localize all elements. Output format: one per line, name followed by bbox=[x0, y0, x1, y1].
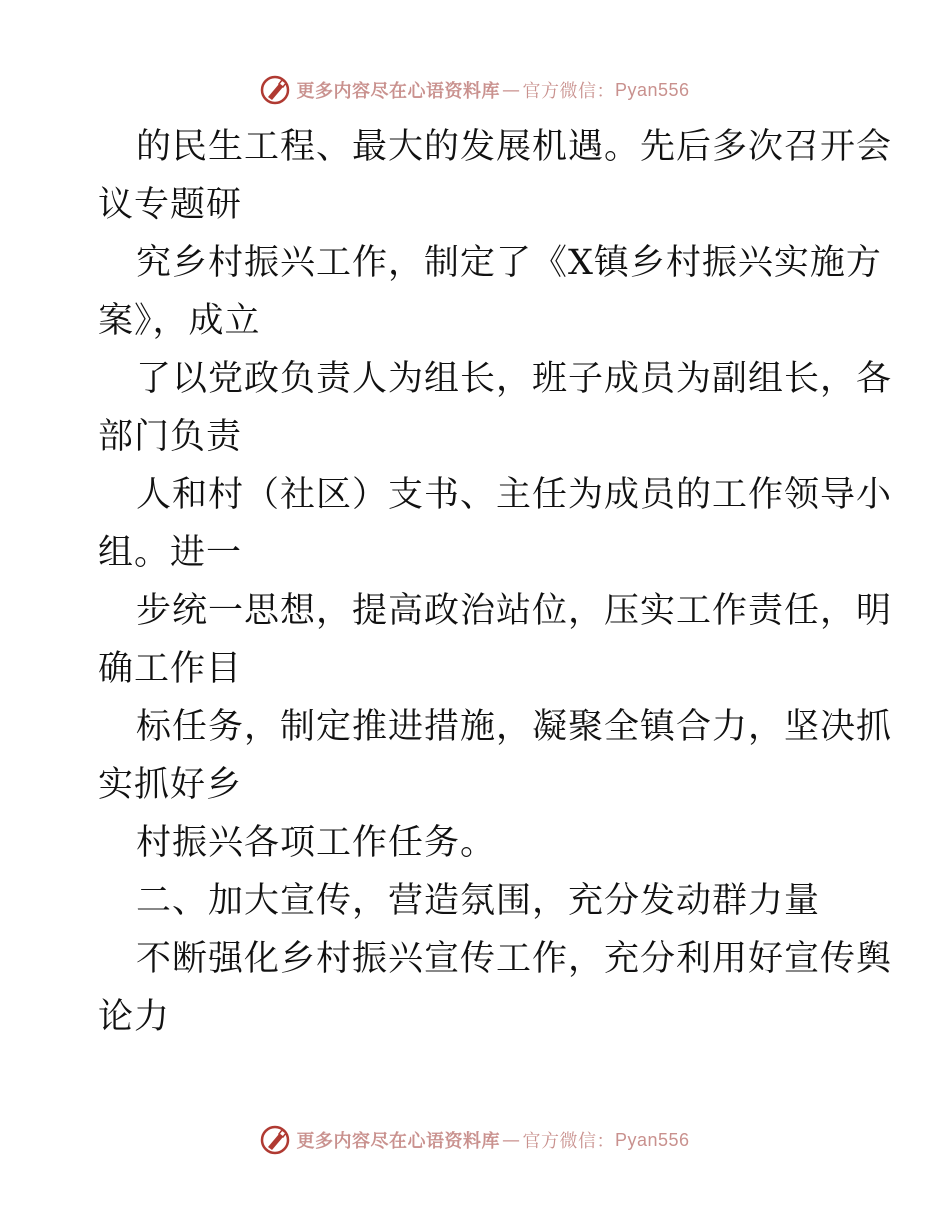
footer-wechat-handle: Pyan556 bbox=[614, 1129, 690, 1150]
document-body bbox=[98, 118, 893, 1046]
body-line: 议专题研 bbox=[98, 185, 243, 225]
body-line: 人和村（社区）支书、主任为成员的工作领导小 bbox=[136, 475, 893, 515]
footer-wechat-label: 官方微信： bbox=[522, 1131, 615, 1152]
footer-dash: — bbox=[501, 1129, 521, 1151]
body-line: 标任务，制定推进措施，凝聚全镇合力，坚决抓 bbox=[136, 707, 893, 747]
header-watermark bbox=[0, 70, 950, 110]
body-line: 实抓好乡 bbox=[98, 765, 243, 805]
body-line: 了以党政负责人为组长，班子成员为副组长，各 bbox=[136, 359, 893, 399]
section-heading: 二、加大宣传，营造氛围，充分发动群力量 bbox=[136, 881, 821, 921]
header-site-name: 更多内容尽在心语资料库 bbox=[296, 81, 500, 102]
body-line: 组。进一 bbox=[98, 533, 243, 573]
body-line: 步统一思想，提高政治站位，压实工作责任，明 bbox=[136, 591, 893, 631]
body-line: 的民生工程、最大的发展机遇。先后多次召开会 bbox=[136, 127, 893, 167]
pen-logo-icon bbox=[260, 75, 290, 105]
body-line: 部门负责 bbox=[98, 417, 243, 457]
footer-site-name: 更多内容尽在心语资料库 bbox=[296, 1131, 500, 1152]
body-line: 论力 bbox=[98, 997, 171, 1037]
body-line: 案》，成立 bbox=[98, 301, 261, 341]
body-line: 村振兴各项工作任务。 bbox=[136, 823, 497, 863]
header-wechat-handle: Pyan556 bbox=[614, 79, 690, 100]
header-dash: — bbox=[501, 79, 521, 101]
body-line: 不断强化乡村振兴宣传工作，充分利用好宣传舆 bbox=[136, 939, 893, 979]
body-line: 确工作目 bbox=[98, 649, 243, 689]
pen-logo-icon bbox=[260, 1125, 290, 1155]
body-line: 究乡村振兴工作，制定了《X镇乡村振兴实施方 bbox=[136, 243, 882, 283]
footer-watermark bbox=[0, 1120, 950, 1160]
header-wechat-label: 官方微信： bbox=[522, 81, 615, 102]
